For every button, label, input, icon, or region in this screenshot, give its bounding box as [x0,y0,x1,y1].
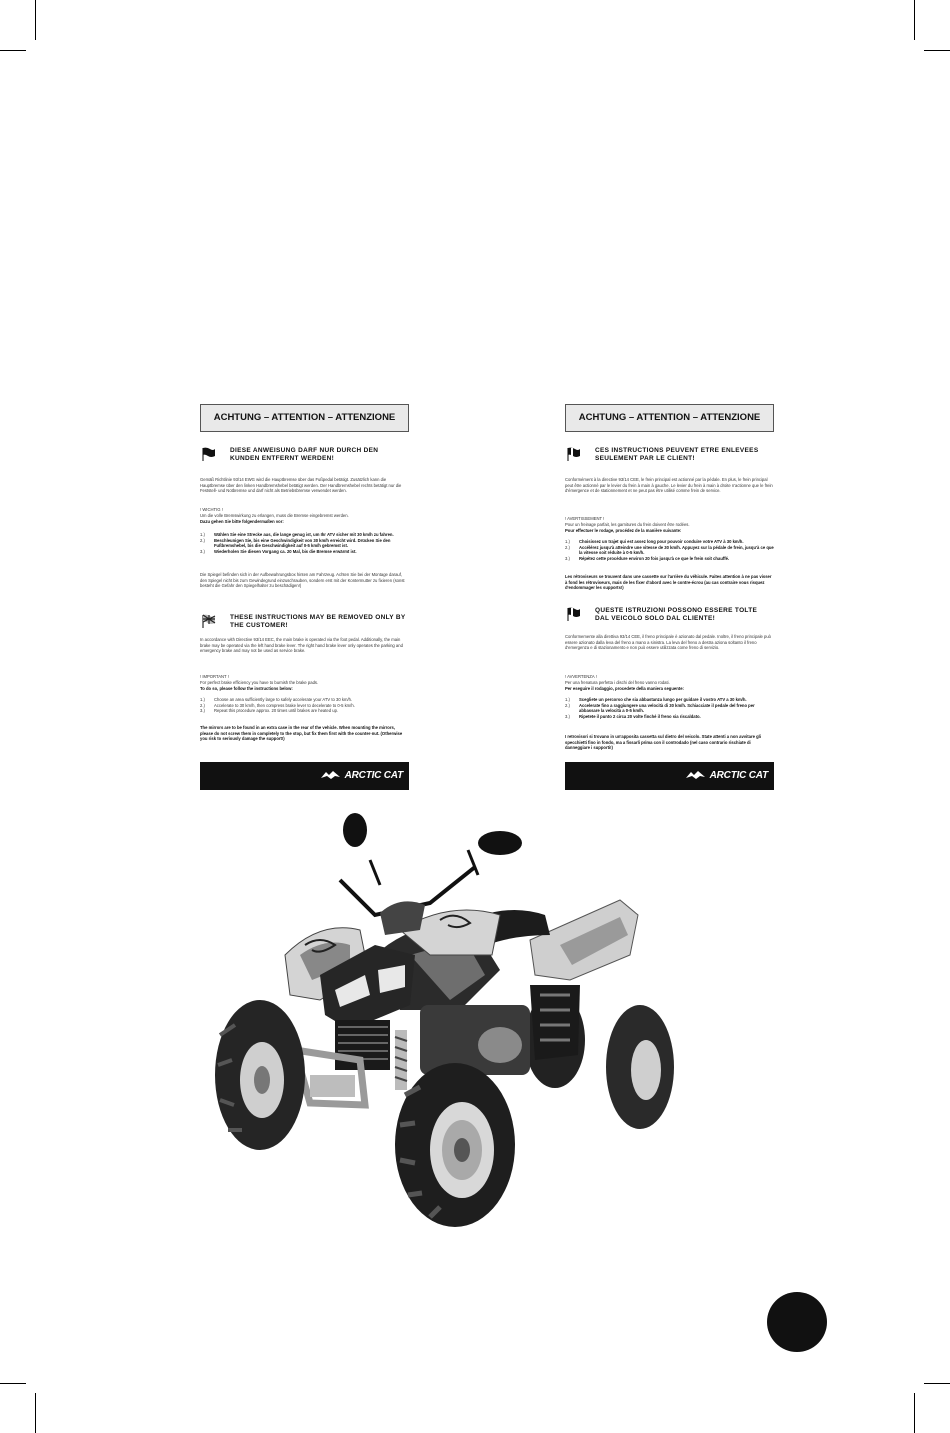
mirror-notice: Les rétroviseurs se trouvent dans une cassette sur l'arrière du véhicule. Faites attention à ne pas visser à fond les rétroviseurs, mais de les fixer d'abord avec le contre-écrou (au cas contraire vous risquez d'endommager les supports!) [565,574,772,591]
french-flag-icon [567,447,581,461]
list-item: 3.) Wiederholen Sie diesen Vorgang ca. 20 Mal, bis die Bremse erwärmt ist. [200,548,357,554]
crop-mark [35,0,36,40]
important-label: ! WICHTIG ! [200,507,223,512]
section-title: THESE INSTRUCTIONS MAY BE REMOVED ONLY BY THE CUSTOMER! [230,614,406,629]
instructions-intro-bold: Pour effectuer le rodage, procédez de la manière suivante: [565,528,682,533]
list-item: 1.) Scegliete un percorso che sia abbastanza lungo per guidare il vostro ATV a 30 km/h. [565,697,747,702]
brand-footer [200,762,409,790]
list-item: 2.) Accelerate fino a raggiungere una velocità di 30 km/h. Schiacciate il pedale del freno per abbassare la velocità a 0-5 km/h. [565,702,755,714]
warning-card-french-italian [565,404,774,790]
section-body: Conformemente alla direttiva 93/14 CEE, il freno principale è azionato dal pedale. Inoltre, il freno principale può essere azionato dalla leva del freno a mano a sinistra. La leva del freno a destra aziona soltanto il freno d'emergenza e di stazionamento e non può essere utilizzata come freno di servizio. [565,634,772,651]
important-label: ! IMPORTANT ! [200,674,229,679]
crop-mark [0,1383,26,1384]
crop-mark [35,1393,36,1433]
list-item: 2.) Beschleunigen Sie, bis eine Geschwindigkeit von 30 km/h erreicht wird. Drücken Sie den Fußbremshebel, bis die Geschwindigkeit auf 0-5 km/h gebremst ist. [200,537,391,549]
steps-list [200,697,409,714]
mirror-notice: I retrovisori si trovano in un'apposita cassetta sul dietro del veicolo. State attenti a non avvitare gli specchietti fino in fondo, ma a fissarli prima con il controdado (nel caso contrario rischiate di danneggiare i supporti!) [565,734,761,751]
crop-mark [924,50,950,51]
arctic-cat-logo: ARCTIC CAT [320,770,403,781]
list-item: 3.) Répétez cette procédure environ 20 fois jusqu'à ce que le frein soit chauffé. [565,555,730,561]
mirror-notice: The mirrors are to be found in an extra case in the rear of the vehicle. When mounting the mirrors, please do not screw them in completely to the stop, but fix them first with the counter-nut. (Otherwise you risk to seriously damage the support!) [200,725,403,742]
instructions-intro-bold: Dazu gehen Sie bitte folgendermaßen vor: [200,519,284,524]
list-item: 2.) Accelerate to 30 km/h, then compress brake lever to decelerate to 0-5 km/h. [200,702,355,708]
page-number-dot [767,1292,827,1352]
list-item: 3.) Repeat this procedure approx. 20 times until brakes are heated up. [200,708,339,714]
list-item: 3.) Ripetete il punto 2 circa 20 volte finché il freno sia riscaldato. [565,713,701,719]
italian-flag-icon [567,607,581,621]
instructions-intro: For perfect brake efficiency you have to burnish the brake pads. [200,680,319,685]
list-item: 1.) Choisissez un trajet qui est assez long pour pouvoir conduire votre ATV à 30 km/h. [565,539,744,544]
arctic-cat-logo: ARCTIC CAT [685,770,768,781]
crop-mark [0,50,26,51]
crop-mark [914,0,915,40]
section-body: In accordance with Directive 93/14 EEC, the main brake is operated via the foot pedal. Additionally, the main brake may be operated via the left hand brake lever. The right hand brake lever only operates the parking and emergency brake and may not be used as service brake. [200,637,403,654]
section-body: Gemäß Richtlinie 93/14 EWG wird die Hauptbremse über das Fußpedal betätigt. Zusätzlich kann die Hauptbremse über den linken Handbremshebel betätigt werden. Der Handbremshebel rechts betätigt nur die Feststell- und Notbremse und darf nicht als Betriebsbremse verwendet werden. [200,477,402,494]
list-item: 2.) Accélérez jusqu'à atteindre une vitesse de 30 km/h. Appuyez sur la pédale de frein, jusqu'à ce que la vitesse soit réduite à 0-5 km/h. [565,544,774,556]
instructions-intro-bold: Per eseguire il rodaggio, procedete della maniera seguente: [565,686,684,691]
crop-mark [924,1383,950,1384]
crop-mark [914,1393,915,1433]
brand-footer [565,762,774,790]
steps-list [565,697,774,719]
section-title: QUESTE ISTRUZIONI POSSONO ESSERE TOLTE DAL VEICOLO SOLO DAL CLIENTE! [595,607,758,622]
important-label: ! AVVERTENZA ! [565,674,597,679]
section-title: DIESE ANWEISUNG DARF NUR DURCH DEN KUNDEN ENTFERNT WERDEN! [230,447,379,462]
steps-list [200,532,409,554]
cat-emblem-icon [685,770,707,780]
card-title: ACHTUNG – ATTENTION – ATTENZIONE [200,404,409,432]
card-title: ACHTUNG – ATTENTION – ATTENZIONE [565,404,774,432]
atv-quad-bike-image [200,805,690,1230]
instructions-intro: Um die volle Bremswirkung zu erlangen, muss die Bremse eingebremst werden. [200,513,349,518]
german-flag-icon [202,447,216,461]
important-label: ! AVERTISSEMENT ! [565,516,605,521]
list-item: 1.) Choose an area sufficiently large to safely accelerate your ATV to 30 km/h. [200,697,353,702]
warning-card-german-english [200,404,409,790]
instructions-intro: Pour un freinage parfait, les garnitures du frein doivent être rodées. [565,522,690,527]
steps-list [565,539,774,561]
uk-flag-icon [202,614,216,628]
cat-emblem-icon [320,770,342,780]
mirror-notice: Die Spiegel befinden sich in der Aufbewahrungsbox hinten am Fahrzeug. Achten Sie bei der Montage darauf, den Spiegel nicht bis zum Gewindegrund einzuschrauben, sondern erst mit der Kontermutter zu fixieren (sonst besteht die Gefahr den Spiegelhalter zu beschädigen!) [200,572,405,589]
section-body: Conformément à la directive 93/14 CEE, le frein principal est actionné par la pédale. En plus, le frein principal peut être actionné par le levier du frein à main à gauche. Le levier du frein à main à droite n'actionne que le frein d'émergence et de stationnement et ne peut pas être utilisé comme frein de service. [565,477,773,494]
instructions-intro-bold: To do so, please follow the instructions below: [200,686,293,691]
list-item: 1.) Wählen Sie eine Strecke aus, die lange genug ist, um Ihr ATV sicher mit 30 km/h zu fahren. [200,532,394,537]
instructions-intro: Per una frenatura perfetta i dischi del freno vanno rodati. [565,680,670,685]
section-title: CES INSTRUCTIONS PEUVENT ETRE ENLEVEES SEULEMENT PAR LE CLIENT! [595,447,759,462]
